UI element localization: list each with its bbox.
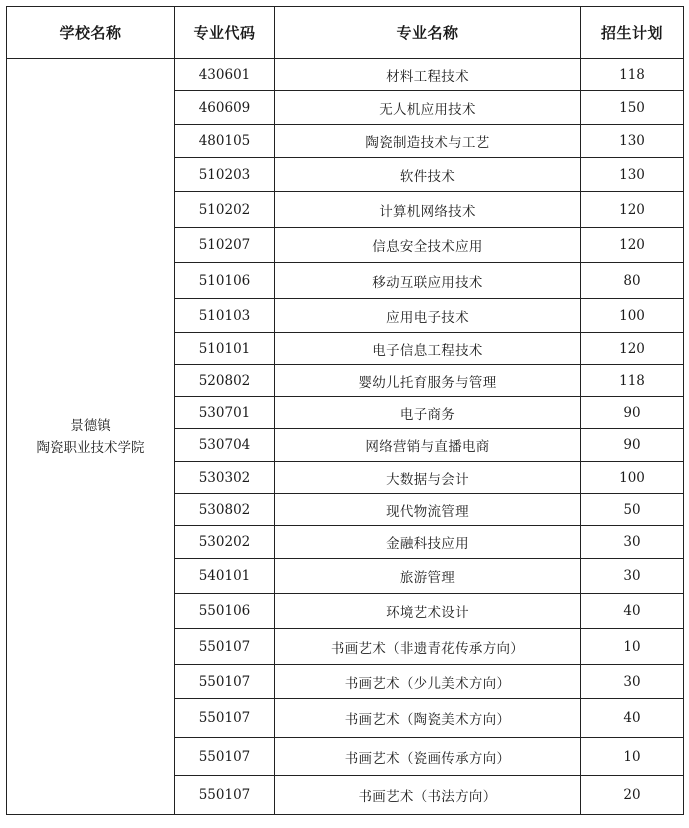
major-name-cell: 材料工程技术 xyxy=(275,59,581,91)
major-name-cell: 移动互联应用技术 xyxy=(275,263,581,299)
major-name-cell: 书画艺术（非遗青花传承方向） xyxy=(275,629,581,665)
major-code-cell: 510202 xyxy=(175,192,275,228)
enrollment-plan-cell: 40 xyxy=(581,594,684,629)
enrollment-plan-cell: 100 xyxy=(581,462,684,494)
major-code-cell: 530704 xyxy=(175,429,275,462)
major-name-cell: 电子信息工程技术 xyxy=(275,333,581,365)
enrollment-plan-cell: 118 xyxy=(581,365,684,397)
major-name-cell: 电子商务 xyxy=(275,397,581,429)
enrollment-plan-cell: 30 xyxy=(581,526,684,559)
major-name-cell: 大数据与会计 xyxy=(275,462,581,494)
school-name-line-2: 陶瓷职业技术学院 xyxy=(36,439,145,456)
major-name-cell: 计算机网络技术 xyxy=(275,192,581,228)
major-name-cell: 信息安全技术应用 xyxy=(275,228,581,263)
major-code-cell: 550107 xyxy=(175,776,275,815)
enrollment-plan-cell: 120 xyxy=(581,192,684,228)
enrollment-plan-cell: 150 xyxy=(581,91,684,125)
table-header-row xyxy=(7,7,684,59)
enrollment-plan-cell: 40 xyxy=(581,699,684,738)
enrollment-plan-cell: 120 xyxy=(581,228,684,263)
header-major-code: 专业代码 xyxy=(175,7,275,59)
enrollment-plan-cell: 130 xyxy=(581,125,684,158)
major-code-cell: 460609 xyxy=(175,91,275,125)
table-row xyxy=(7,59,684,91)
header-school-name: 学校名称 xyxy=(7,7,175,59)
enrollment-plan-table xyxy=(6,6,684,815)
major-name-cell: 陶瓷制造技术与工艺 xyxy=(275,125,581,158)
enrollment-plan-cell: 50 xyxy=(581,494,684,526)
school-name-line-1: 景德镇 xyxy=(70,417,111,434)
major-code-cell: 510101 xyxy=(175,333,275,365)
major-name-cell: 现代物流管理 xyxy=(275,494,581,526)
table-body xyxy=(7,59,684,815)
header-major-name: 专业名称 xyxy=(275,7,581,59)
enrollment-plan-cell: 130 xyxy=(581,158,684,192)
major-code-cell: 550107 xyxy=(175,738,275,776)
major-code-cell: 430601 xyxy=(175,59,275,91)
major-code-cell: 530302 xyxy=(175,462,275,494)
major-code-cell: 530202 xyxy=(175,526,275,559)
enrollment-plan-cell: 10 xyxy=(581,738,684,776)
enrollment-plan-cell: 120 xyxy=(581,333,684,365)
major-code-cell: 480105 xyxy=(175,125,275,158)
major-name-cell: 书画艺术（瓷画传承方向） xyxy=(275,738,581,776)
major-code-cell: 550107 xyxy=(175,629,275,665)
enrollment-plan-cell: 100 xyxy=(581,299,684,333)
major-code-cell: 530701 xyxy=(175,397,275,429)
enrollment-plan-cell: 90 xyxy=(581,397,684,429)
enrollment-plan-cell: 20 xyxy=(581,776,684,815)
major-code-cell: 550106 xyxy=(175,594,275,629)
major-name-cell: 环境艺术设计 xyxy=(275,594,581,629)
major-code-cell: 520802 xyxy=(175,365,275,397)
major-code-cell: 510207 xyxy=(175,228,275,263)
major-name-cell: 书画艺术（少儿美术方向） xyxy=(275,665,581,699)
major-code-cell: 550107 xyxy=(175,699,275,738)
major-code-cell: 510103 xyxy=(175,299,275,333)
major-name-cell: 软件技术 xyxy=(275,158,581,192)
enrollment-plan-cell: 10 xyxy=(581,629,684,665)
major-name-cell: 金融科技应用 xyxy=(275,526,581,559)
enrollment-plan-cell: 90 xyxy=(581,429,684,462)
enrollment-plan-cell: 80 xyxy=(581,263,684,299)
enrollment-plan-cell: 118 xyxy=(581,59,684,91)
major-code-cell: 510106 xyxy=(175,263,275,299)
major-name-cell: 婴幼儿托育服务与管理 xyxy=(275,365,581,397)
major-name-cell: 书画艺术（书法方向） xyxy=(275,776,581,815)
major-name-cell: 旅游管理 xyxy=(275,559,581,594)
school-name-cell xyxy=(7,59,175,815)
header-enrollment-plan: 招生计划 xyxy=(581,7,684,59)
major-code-cell: 540101 xyxy=(175,559,275,594)
major-code-cell: 510203 xyxy=(175,158,275,192)
major-name-cell: 书画艺术（陶瓷美术方向） xyxy=(275,699,581,738)
major-name-cell: 无人机应用技术 xyxy=(275,91,581,125)
enrollment-plan-cell: 30 xyxy=(581,559,684,594)
major-code-cell: 550107 xyxy=(175,665,275,699)
enrollment-plan-cell: 30 xyxy=(581,665,684,699)
major-code-cell: 530802 xyxy=(175,494,275,526)
major-name-cell: 网络营销与直播电商 xyxy=(275,429,581,462)
major-name-cell: 应用电子技术 xyxy=(275,299,581,333)
